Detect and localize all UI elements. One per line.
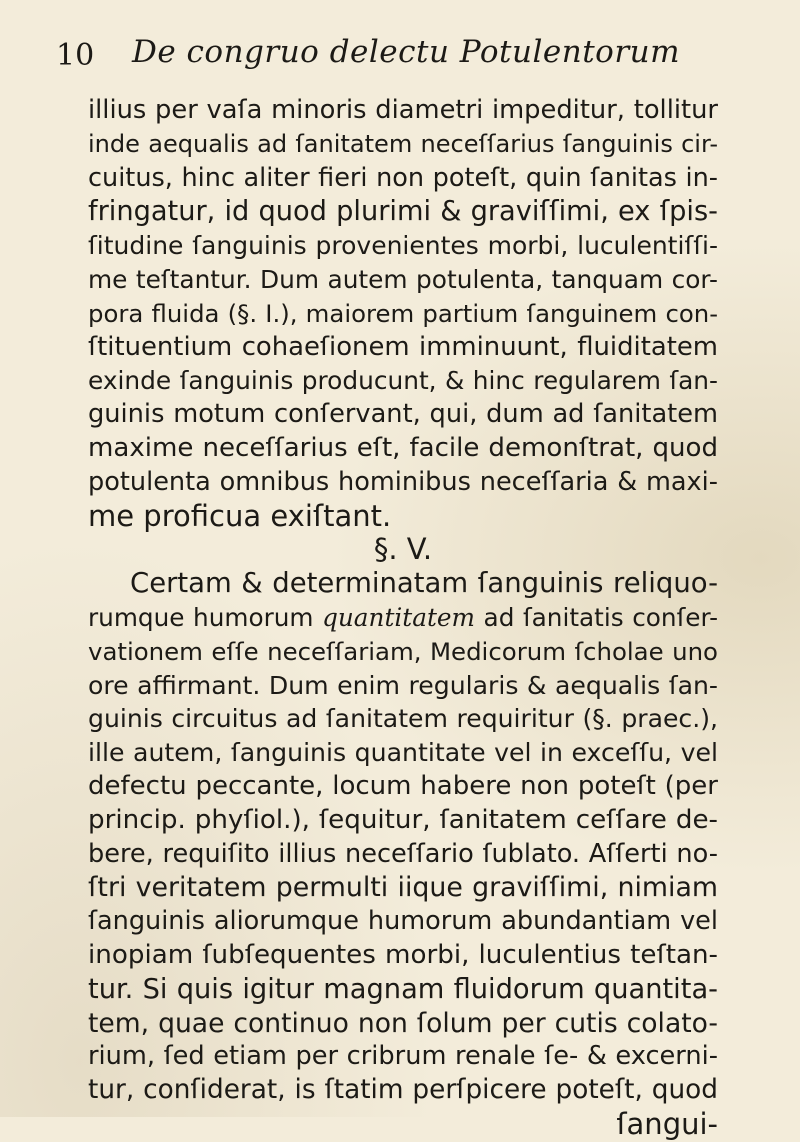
catchword: ſangui- (616, 1106, 718, 1141)
text-line: princip. phyſiol.), ſequitur, ſanitatem ceſſare de- (88, 804, 718, 835)
text-line: ſanguinis aliorumque humorum abundantiam vel (88, 906, 718, 937)
text-line: vationem eſſe neceſſariam, Medicorum ſcholae uno (88, 636, 718, 666)
italic-emphasis: quantitatem (322, 602, 475, 632)
text-line: ille autem, ſanguinis quantitate vel in exceſſu, vel (88, 738, 718, 768)
text-line: tur, conſiderat, is ſtatim perſpicere poteſt, quod (88, 1075, 718, 1106)
text-line: rium, ſed etiam per cribrum renale ſe- & excerni- (88, 1041, 718, 1072)
text-line: bere, requiſito illius neceſſario ſublato. Aſſerti no- (88, 838, 718, 869)
text-line: cuitus, hinc aliter fieri non poteſt, quin ſanitas in- (88, 162, 718, 193)
text-line: inopiam ſubſequentes morbi, luculentius teſtan- (88, 939, 718, 970)
text-line: ſitudine ſanguinis provenientes morbi, luculentiſſi- (88, 231, 718, 261)
text-line: defectu peccante, locum habere non poteſt (per (88, 770, 718, 801)
text-line: potulenta omnibus hominibus neceſſaria & maxi- (88, 466, 718, 497)
text-line (88, 601, 718, 635)
section-heading: §. V. (373, 532, 433, 567)
text-line: guinis motum conſervant, qui, dum ad ſanitatem (88, 399, 718, 430)
page-number: 10 (56, 38, 95, 73)
text-line: ſtituentium cohaeſionem imminuunt, fluiditatem (88, 331, 718, 362)
text-line: fringatur, id quod plurimi & graviſſimi, ex ſpis- (88, 196, 718, 228)
text-line: exinde ſanguinis producunt, & hinc regularem ſan- (88, 366, 718, 396)
text-line: ſtri veritatem permulti iique graviſſimi, nimiam (88, 872, 718, 904)
text-line: pora fluida (§. I.), maiorem partium ſanguinem con- (88, 298, 718, 328)
body-text (88, 94, 718, 1142)
running-title: De congruo delectu Potulentorum (132, 34, 680, 70)
text-line: guinis circuitus ad ſanitatem requiritur (§. praec.), (88, 704, 718, 734)
text-line: illius per vaſa minoris diametri impeditur, tollitur (88, 95, 718, 125)
text-line: Certam & determinatam ſanguinis reliquo- (130, 567, 718, 600)
text-line: maxime neceſſarius eſt, facile demonſtrat, quod (88, 432, 718, 463)
text-span: rumque humorum (88, 602, 323, 632)
text-line: ore affirmant. Dum enim regularis & aequalis ſan- (88, 670, 718, 700)
paragraph-end-line: me proficua exiſtant. (88, 498, 392, 533)
text-span: ad ſanitatis conſer- (474, 602, 718, 632)
text-line: tur. Si quis igitur magnam fluidorum quantita- (88, 973, 718, 1005)
text-line: tem, quae continuo non ſolum per cutis colato- (88, 1007, 718, 1039)
text-line: inde aequalis ad ſanitatem neceſſarius ſanguinis cir- (88, 129, 718, 158)
text-line: me teſtantur. Dum autem potulenta, tanquam cor- (88, 264, 718, 294)
